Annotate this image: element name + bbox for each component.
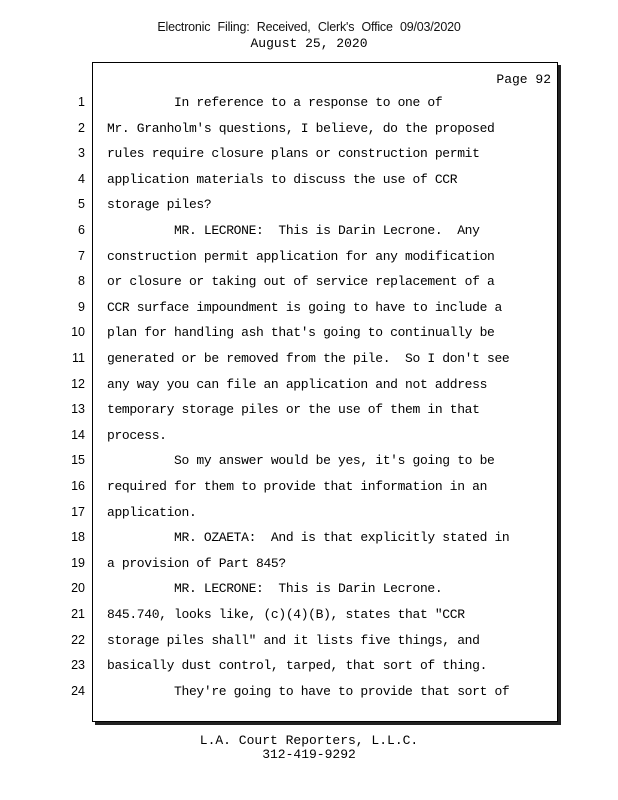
line-number: 12: [71, 376, 85, 391]
page-number: Page 92: [496, 72, 551, 87]
transcript-line: temporary storage piles or the use of them in that: [107, 402, 480, 418]
line-number: 3: [78, 146, 85, 161]
transcript-line: generated or be removed from the pile. So I don't see: [107, 351, 510, 366]
line-number: 4: [78, 171, 85, 186]
transcript-line: So my answer would be yes, it's going to be: [107, 453, 495, 469]
line-number: 15: [71, 453, 85, 468]
line-number: 1: [78, 95, 85, 109]
line-number: 2: [78, 120, 85, 135]
line-number: 16: [71, 479, 85, 493]
line-number: 14: [71, 427, 85, 442]
line-number: 22: [71, 632, 85, 647]
filing-stamp: Electronic Filing: Received, Clerk's Office 09/03/2020: [157, 20, 461, 34]
transcript-line: plan for handling ash that's going to continually be: [107, 325, 495, 341]
transcript-line: construction permit application for any modification: [107, 248, 495, 264]
transcript-line: Mr. Granholm's questions, I believe, do the proposed: [107, 120, 495, 136]
line-number: 23: [71, 658, 85, 673]
line-number: 21: [71, 607, 85, 621]
transcript-line: required for them to provide that information in an: [107, 479, 488, 494]
transcript-line: In reference to a response to one of: [107, 95, 443, 110]
transcript-line: rules require closure plans or construction permit: [107, 146, 480, 162]
line-number: 13: [71, 402, 85, 417]
transcript-line: MR. LECRONE: This is Darin Lecrone. Any: [107, 223, 480, 238]
footer-phone: 312-419-9292: [262, 747, 356, 762]
line-number: 19: [71, 555, 85, 570]
transcript-line: application materials to discuss the use of CCR: [107, 171, 458, 187]
line-number: 6: [78, 223, 85, 237]
line-number: 24: [71, 683, 85, 698]
line-number: 11: [72, 351, 85, 365]
transcript-line: application.: [107, 504, 197, 520]
line-number: 18: [71, 530, 85, 545]
line-number: 7: [78, 248, 85, 263]
line-number: 10: [71, 325, 85, 340]
footer-company: L.A. Court Reporters, L.L.C.: [199, 733, 419, 748]
transcript-line: CCR surface impoundment is going to have to include a: [107, 299, 502, 315]
transcript-line: MR. OZAETA: And is that explicitly stated in: [107, 530, 510, 546]
line-number: 8: [78, 274, 85, 289]
transcript-line: storage piles shall" and it lists five things, and: [107, 632, 480, 648]
line-number: 20: [71, 581, 85, 596]
transcript-line: MR. LECRONE: This is Darin Lecrone.: [107, 581, 443, 597]
transcript-line: 845.740, looks like, (c)(4)(B), states that "CCR: [107, 607, 465, 622]
line-number: 17: [71, 504, 85, 519]
transcript-line: a provision of Part 845?: [107, 555, 286, 571]
transcript-line: process.: [107, 427, 167, 443]
line-number: 5: [78, 197, 85, 212]
transcript-line: storage piles?: [107, 197, 212, 213]
line-number: 9: [78, 299, 85, 314]
transcript-line: or closure or taking out of service replacement of a: [107, 274, 495, 290]
header-date: August 25, 2020: [250, 36, 368, 51]
transcript-line: They're going to have to provide that sort of: [107, 683, 510, 699]
transcript-line: any way you can file an application and not address: [107, 376, 488, 392]
transcript-line: basically dust control, tarped, that sort of thing.: [107, 658, 488, 674]
